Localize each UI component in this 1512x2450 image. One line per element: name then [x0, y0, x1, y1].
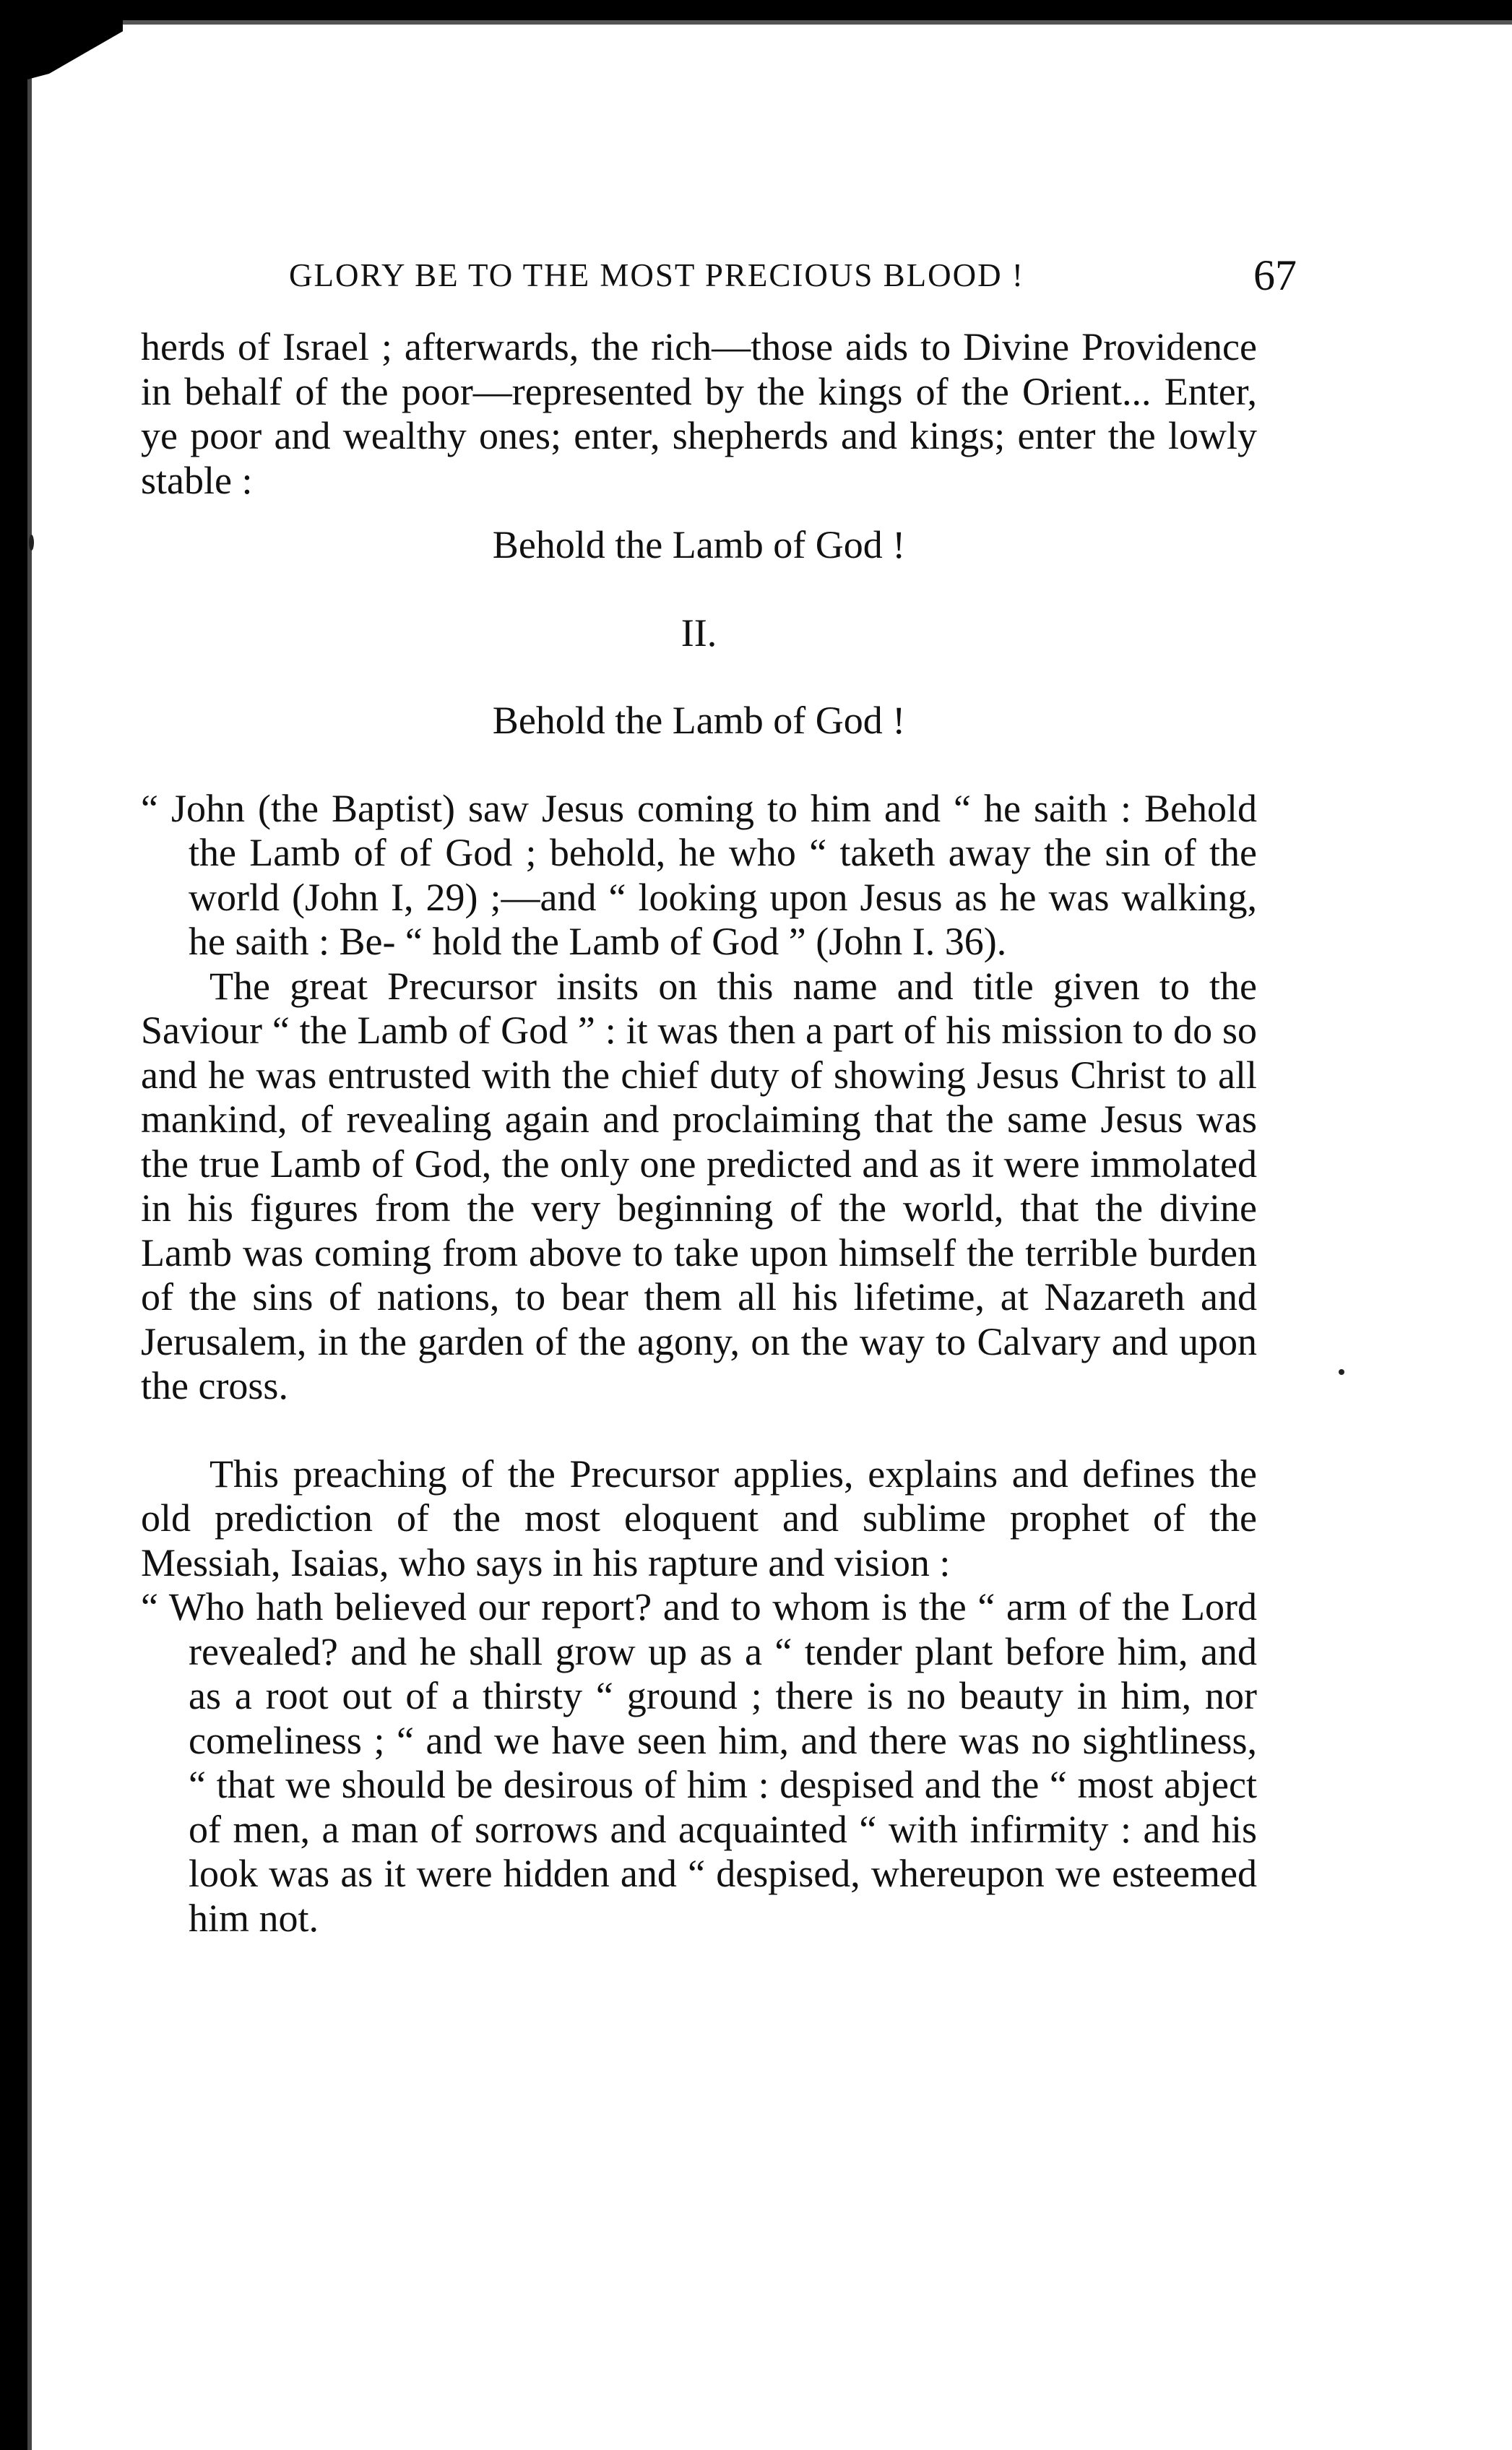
- page-header: [289, 251, 1297, 311]
- running-head: GLORY BE TO THE MOST PRECIOUS BLOOD !: [289, 257, 1024, 293]
- refrain-behold-2: Behold the Lamb of God !: [492, 699, 906, 742]
- paragraph-preaching: This preaching of the Precursor applies, explains and defines the old prediction of the most eloquent and sublime prophet of the Messiah, Isaias, who says in his rapture and vision :: [141, 1452, 1257, 1584]
- refrain-behold-1: Behold the Lamb of God !: [492, 523, 906, 566]
- scan-edge-corner: [0, 0, 123, 87]
- page-body: [141, 325, 1257, 1941]
- quotation-isaias: “ Who hath believed our report? and to whom is the “ arm of the Lord revealed? and he shall grow up as a “ tender plant before him, and as a root out of a thirsty “ ground ; there is no beauty in him, nor comeliness ; “ and we have seen him, and there was no sightliness, “ that we should be desirous of him : despised and the “ most abject of men, a man of sorrows and acquainted “ with infirmity : and his look was as it were hidden and “ despised, whereupon we esteemed him not.: [141, 1585, 1257, 1940]
- scan-edge-top: [0, 0, 1512, 29]
- scan-speck: [29, 535, 34, 551]
- section-numeral: II.: [681, 611, 717, 655]
- paragraph-precursor: The great Precursor insits on this name and title given to the Saviour “ the Lamb of God ” : it was then a part of his mission to do so and he was entrusted with the chief duty of showing Jesus Christ to all mankind, of revealing again and proclaiming that the same Jesus was the true Lamb of God, the only one predicted and as it were immolated in his figures from the very beginning of the world, that the divine Lamb was coming from above to take upon himself the terrible burden of the sins of nations, to bear them all his lifetime, at Nazareth and Jerusalem, in the garden of the agony, on the way to Calvary and upon the cross.: [141, 964, 1257, 1407]
- scan-edge-left: [0, 0, 33, 2450]
- page-number: 67: [1253, 251, 1297, 299]
- scan-speck: [1339, 1369, 1344, 1375]
- quotation-john: “ John (the Baptist) saw Jesus coming to him and “ he saith : Behold the Lamb of of God ; behold, he who “ taketh away the sin of the world (John I, 29) ;—and “ looking upon Jesus as he was walking, he saith : Be- “ hold the Lamb of God ” (John I. 36).: [141, 786, 1257, 963]
- paragraph-intro: herds of Israel ; afterwards, the rich—those aids to Divine Providence in behalf of the poor—represented by the kings of the Orient... Enter, ye poor and wealthy ones; enter, shepherds and kings; enter the lowly stable :: [141, 325, 1257, 502]
